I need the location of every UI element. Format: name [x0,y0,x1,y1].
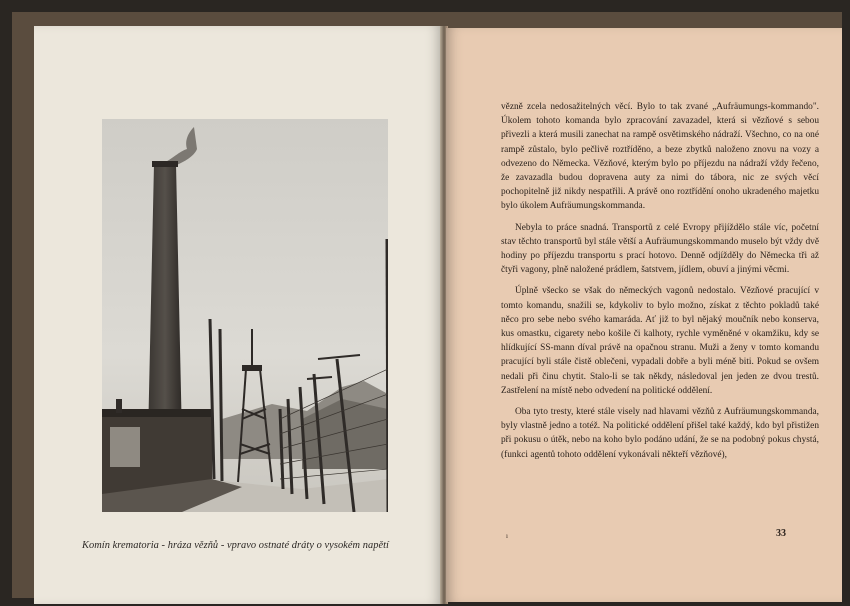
margin-mark: ı [506,532,508,540]
body-text [501,100,819,469]
paragraph: Úplně všecko se však do německých vagonů nedostalo. Vězňové pracující v tomto komandu, snažili se, kdykoliv to bylo možno, získat z těchto pokladů také něco pro sebe nebo svého kamaráda. Ať již to byl nějaký moučník nebo konserva, kus omastku, cigarety nebo košile či kalhoty, rychle vyměněné v okamžiku, kdy se hlídkující SS-mann díval právě na opačnou stranu. Muži a ženy v tomto komandu pracující byli stále čistě oblečeni, vypadali dobře a byli méně biti. Pokud se ovšem nedali při činu chytit. Stalo-li se tak někdy, následoval jen jeden ze dvou trestů. Zastřelení na místě nebo odvedení na politické oddělení. [501,286,819,396]
paragraph: vězně zcela nedosažitelných věcí. Bylo to tak zvané „Aufräumungs-kommando". Úkolem tohoto komanda bylo zpracování zavazadel, která si vězňové s sebou přivezli a která musili zanechat na rampě osvětimského nádraží. Všechno, co na oné rampě zůstalo, bylo pečlivě roztříděno, a beze zbytků naloženo znovu na vozy a odvezeno do Německa. Vězňové, kterým bylo po příjezdu na nádraží vždy řečeno, že zavazadla budou dopravena auty za nimi do tábora, nic ze svých věcí pochopitelně již nikdy nespatřili. A právě ono roztřídění onoho ukradeného majetku bylo úkolem Aufräumungskommanda. [501,102,819,212]
book-spread [12,12,842,598]
page-number: 33 [776,528,786,539]
photo-caption: Komín krematoria - hráza vězňů - vpravo ostnaté dráty o vysokém napětí [82,540,389,551]
paragraph: Nebyla to práce snadná. Transportů z celé Evropy přijíždělo stále víc, početní stav těchto transportů byl stále větší a Aufräumungskommando muselo být vždy dvě hodiny po příjezdu transportu s prací hotovo. Denně odjížděly do Německa tři až čtyři vagony, plně naložené prádlem, šatstvem, jídlem, obuví a jinými věcmi. [501,222,819,276]
crematorium-photo [102,119,388,512]
paragraph: Oba tyto tresty, které stále visely nad hlavami vězňů z Aufräumungskommanda, byly vlastně jedno a totéž. Na politické oddělení přišel také každý, kdo byl přistižen při pokusu o útěk, nebo na koho bylo podáno udání, že se na podobný pokus chystá, (funkci agentů tohoto oddělení vykonávali někteří vězňové), [501,407,819,460]
right-page [446,28,842,602]
left-page [34,26,442,604]
